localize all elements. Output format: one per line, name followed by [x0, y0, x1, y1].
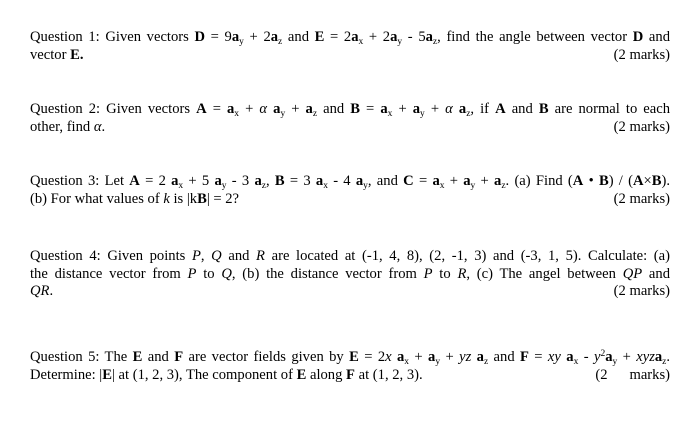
question-3-line-2 [30, 191, 670, 209]
question-4-line-1-text: Given points P, Q and R are located at (-1, 4, 8), (2, -1, 3) and (-3, 1, 5). Calculate: (a) [100, 248, 670, 264]
question-2-line-1-text: Given vectors $A = a_x + \alpha$ $a_y + a_z$ and $B = a_x + a_y + \alpha$ $a_z$, if A and B are normal to each [100, 101, 671, 119]
question-5-line-1 [30, 349, 670, 367]
question-5 [30, 349, 670, 384]
question-5-line-2 [30, 367, 670, 385]
question-1-line-2-text: vector E. [30, 46, 84, 63]
question-2-marks: (2 marks) [613, 118, 670, 135]
question-3-line-1-text: Let A = 2 $a_x + 5$ $a_y - 3$ $a_z$, B = 3 $a_x - 4$ $a_y$, and $C = a_x + a_y + a_z$. (a) Find (A • B) / (A×B). [99, 173, 671, 191]
question-5-marks: (2 marks) [595, 366, 670, 383]
question-2-line-2 [30, 119, 670, 137]
question-1-label: Question 1: [30, 29, 100, 45]
question-4 [30, 248, 670, 301]
question-2 [30, 101, 670, 136]
question-1-line-1-text: Given vectors $D = 9a_y + 2a_z$ and $E = 2a_x + 2a_y - 5a_z$, find the angle between vector D and [99, 29, 671, 47]
question-1 [30, 29, 670, 64]
question-5-line-1-text: The E and F are vector fields given by E = 2x $a_x + a_y$ + yz $a_z$ and F = xy $a_x - y^2a_y$ + xyza$_z$. [99, 349, 671, 367]
question-2-line-1 [30, 101, 670, 119]
question-1-line-1 [30, 29, 670, 47]
question-4-label: Question 4: [30, 248, 101, 264]
question-4-line-3-text: QR. [30, 283, 54, 299]
question-4-line-1 [30, 248, 670, 266]
question-4-line-3 [30, 283, 670, 301]
question-2-line-2-text: other, find α. [30, 118, 106, 135]
question-1-marks: (2 marks) [613, 46, 670, 63]
question-5-label: Question 5: [30, 349, 100, 365]
question-1-line-2 [30, 47, 670, 65]
question-3-marks: (2 marks) [613, 190, 670, 207]
question-2-label: Question 2: [30, 101, 101, 117]
question-4-line-2: the distance vector from P to Q, (b) the distance vector from P to R, (c) The angel between QP and [30, 265, 670, 282]
question-5-line-2-text: Determine: |E| at (1, 2, 3), The component of E along F at (1, 2, 3). [30, 366, 423, 383]
question-3-line-1 [30, 173, 670, 191]
question-3 [30, 173, 670, 208]
question-3-line-2-text: (b) For what values of k is |kB| = 2? [30, 190, 240, 207]
question-4-marks: (2 marks) [613, 283, 670, 299]
question-3-label: Question 3: [30, 173, 100, 189]
